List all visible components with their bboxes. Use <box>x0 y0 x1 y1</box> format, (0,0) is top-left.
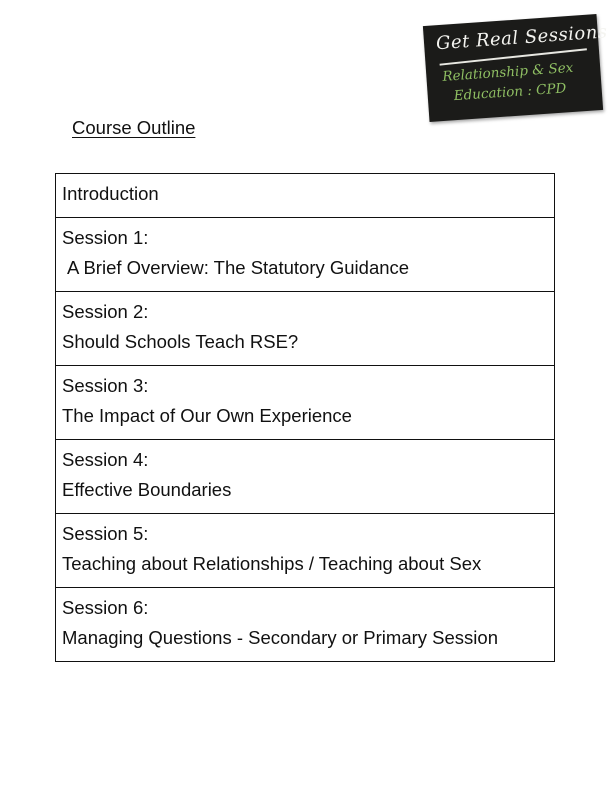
get-real-sessions-logo <box>423 14 609 122</box>
logo-subtitle-line1: Relationship & Sex <box>441 59 574 85</box>
course-outline-table <box>55 173 555 662</box>
outline-row-introduction <box>56 174 554 217</box>
row-title: Effective Boundaries <box>62 479 232 500</box>
outline-row-session-1 <box>56 217 554 291</box>
outline-row-session-6 <box>56 587 554 661</box>
logo-subtitle-line2: Education : CPD <box>453 80 567 105</box>
outline-row-session-3 <box>56 365 554 439</box>
row-heading: Session 1: <box>62 227 149 248</box>
row-title: A Brief Overview: The Statutory Guidance <box>67 257 410 278</box>
row-title: The Impact of Our Own Experience <box>62 405 352 426</box>
outline-row-session-4 <box>56 439 554 513</box>
logo-title: Get Real Sessions <box>435 21 609 55</box>
outline-row-session-5 <box>56 513 554 587</box>
row-heading: Session 2: <box>62 301 149 322</box>
row-title: Managing Questions - Secondary or Primary Session <box>62 627 498 648</box>
row-heading: Introduction <box>62 183 159 204</box>
row-heading: Session 6: <box>62 597 149 618</box>
outline-row-session-2 <box>56 291 554 365</box>
row-title: Should Schools Teach RSE? <box>62 331 299 352</box>
page-title: Course Outline <box>72 117 196 138</box>
row-heading: Session 3: <box>62 375 149 396</box>
row-title: Teaching about Relationships / Teaching about Sex <box>62 553 482 574</box>
row-heading: Session 5: <box>62 523 149 544</box>
row-heading: Session 4: <box>62 449 149 470</box>
